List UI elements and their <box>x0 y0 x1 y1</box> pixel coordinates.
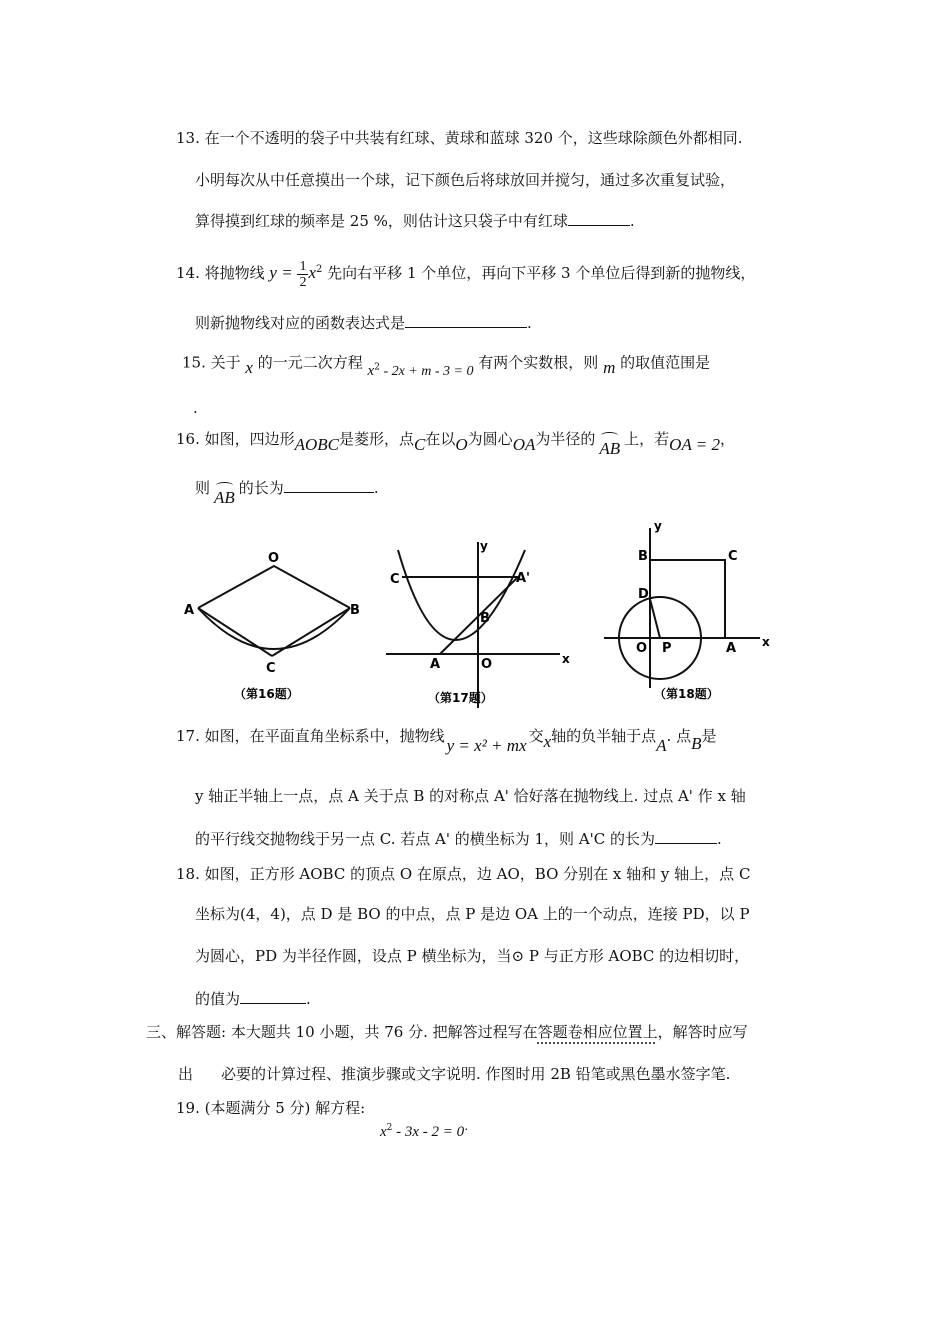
q17-line3 <box>195 828 722 849</box>
q15-prefix: 15. 关于 <box>182 353 241 372</box>
figures-svg <box>180 520 780 720</box>
q18-line3: 为圆心，PD 为半径作圆，设点 P 横坐标为，当⊙ P 与正方形 AOBC 的边相切时， <box>195 947 750 965</box>
section3-l1b: ，解答时应写 <box>657 1023 748 1041</box>
q16-arc-ab: AB <box>599 436 620 462</box>
q17-x: x <box>543 732 552 751</box>
q19-eq-rest: - 3x - 2 = 0 <box>392 1124 465 1140</box>
q15-suffix: 的取值范围是 <box>620 353 711 372</box>
q17-answer-blank[interactable] <box>655 828 717 844</box>
q15-mid2: 有两个实数根，则 <box>478 353 599 372</box>
section3-emphasis: 答题卷相应位置上 <box>537 1023 658 1041</box>
q15-mid: 的一元二次方程 <box>257 353 363 372</box>
q16-aobc: AOBC <box>294 435 340 454</box>
fig18-label-b: B <box>638 549 648 564</box>
q16-o: O <box>455 435 468 454</box>
fig17-label-x: x <box>562 652 570 666</box>
q17-eq: y = x² + mx <box>446 736 527 755</box>
fig18-label-d: D <box>638 587 649 602</box>
fig16-label-c: C <box>266 661 276 676</box>
q16-p2: 是菱形，点 <box>339 430 415 448</box>
section3-line2 <box>178 1064 730 1084</box>
q14-y-eq: y = <box>269 263 293 282</box>
q17-line2: y 轴正半轴上一点，点 A 关于点 B 的对称点 A' 恰好落在抛物线上. 过点 A' 作 x 轴 <box>195 787 746 805</box>
section3-l1a: 三、解答题: 本大题共 10 小题，共 76 分. 把解答过程写在 <box>146 1023 538 1041</box>
q16-p1: 16. 如图，四边形 <box>176 430 295 448</box>
q16-answer-blank[interactable] <box>284 477 374 493</box>
q17-end: . <box>717 830 722 848</box>
q14-prefix: 14. 将抛物线 <box>176 264 265 282</box>
q16-l2b: 的长为 <box>238 479 284 497</box>
q13-line2: 小明每次从中任意摸出一个球，记下颜色后将球放回并搅匀，通过多次重复试验， <box>195 171 736 189</box>
fig16-label-o: O <box>268 551 280 566</box>
q13-line1: 13. 在一个不透明的袋子中共装有红球、黄球和蓝球 320 个，这些球除颜色外都相同. <box>176 129 743 147</box>
q18-line4-text: 的值为 <box>195 990 241 1008</box>
q17-a: A <box>656 736 667 755</box>
q14-line2 <box>195 312 532 333</box>
q17-p4: . 点 <box>666 727 692 745</box>
fig18-label-o: O <box>636 641 648 656</box>
q13-answer-blank[interactable] <box>568 210 630 226</box>
figure-17 <box>386 542 560 708</box>
q16-c: C <box>414 435 426 454</box>
section3-l2a: 出 <box>178 1065 194 1083</box>
q14-answer-blank[interactable] <box>405 312 527 328</box>
fig16-label-a: A <box>184 603 195 618</box>
q15-line2: . <box>193 399 198 417</box>
q18-line4 <box>195 988 311 1009</box>
q18-end: . <box>306 990 311 1008</box>
q14-denominator: 2 <box>299 274 307 290</box>
q13-line3-text: 算得摸到红球的频率是 25 %，则估计这只袋子中有红球 <box>195 212 568 230</box>
q15-eq-sup: 2 <box>374 363 380 373</box>
q17-p2: 交 <box>528 727 544 745</box>
fig16-side-ac <box>198 608 272 656</box>
fig17-caption: （第17题） <box>428 691 493 705</box>
fig17-label-c: C <box>390 572 400 587</box>
fig18-label-y: y <box>654 520 662 533</box>
fig16-arc <box>198 608 350 649</box>
fig16-upper-sides <box>198 566 350 608</box>
q17-p3: 轴的负半轴于点 <box>551 727 657 745</box>
q15-line1 <box>182 350 711 380</box>
figure-16 <box>198 566 350 656</box>
q14-end: . <box>527 314 532 332</box>
q16-line1 <box>176 426 736 458</box>
fig16-label-b: B <box>350 603 360 618</box>
fig18-label-a: A <box>726 641 737 656</box>
fig18-label-c: C <box>728 549 738 564</box>
q19-end: . <box>464 1118 469 1133</box>
q14-line2-text: 则新抛物线对应的函数表达式是 <box>195 314 406 332</box>
fig18-segment-pd <box>650 599 660 638</box>
q17-line1 <box>176 724 717 755</box>
q16-p4: 为圆心 <box>467 430 513 448</box>
q14-fraction <box>297 259 308 290</box>
q15-var-m: m <box>603 358 616 378</box>
q15-equation <box>368 364 474 379</box>
q15-var-x: x <box>245 358 253 378</box>
q16-end: . <box>373 479 379 497</box>
fig17-label-y: y <box>480 539 488 553</box>
section3-line1 <box>146 1022 748 1042</box>
q16-p3: 在以 <box>425 430 456 448</box>
fig17-parabola <box>398 550 525 640</box>
q19-eq-x: x <box>380 1124 387 1140</box>
q16-p7: ， <box>720 430 736 448</box>
q19-line1: 19. (本题满分 5 分) 解方程: <box>176 1099 366 1117</box>
fig17-label-o: O <box>481 657 493 672</box>
q17-p5: 是 <box>701 727 717 745</box>
q14-line1 <box>176 256 755 290</box>
q17-line3-text: 的平行线交抛物线于另一点 C. 若点 A' 的横坐标为 1，则 A'C 的长为 <box>195 830 656 848</box>
fig18-square <box>650 560 725 638</box>
q17-p1: 17. 如图，在平面直角坐标系中，抛物线 <box>176 727 445 745</box>
q16-arc-ab-2: AB <box>214 486 235 510</box>
fig17-label-a: A <box>430 657 441 672</box>
q14-numerator: 1 <box>299 258 307 274</box>
fig18-label-p: P <box>662 641 672 656</box>
figures-row <box>180 520 780 720</box>
q14-sup: 2 <box>316 264 323 275</box>
q14-suffix: 先向右平移 1 个单位，再向下平移 3 个单位后得到新的抛物线， <box>327 264 756 282</box>
q18-line2: 坐标为(4，4)，点 D 是 BO 的中点，点 P 是边 OA 上的一个动点，连接 PD，以 P <box>195 905 750 923</box>
q18-answer-blank[interactable] <box>240 988 306 1004</box>
q18-line1: 18. 如图，正方形 AOBC 的顶点 O 在原点，边 AO，BO 分别在 x 轴和 y 轴上，点 C <box>176 865 751 883</box>
q16-l2a: 则 <box>195 479 211 497</box>
q15-eq-rest: - 2x + m - 3 = 0 <box>379 364 474 380</box>
fig18-label-x: x <box>762 635 770 649</box>
fig18-caption: （第18题） <box>654 687 719 701</box>
q17-b: B <box>691 734 702 753</box>
fig17-label-a1: A' <box>516 571 531 586</box>
q15-eq-x: x <box>367 363 375 380</box>
q19-eq-sup: 2 <box>386 1123 393 1133</box>
section3-l2b: 必要的计算过程、推演步骤或文字说明. 作图时用 2B 铅笔或黑色墨水签字笔. <box>221 1065 731 1083</box>
q16-p6: 上，若 <box>624 430 670 448</box>
q13-line3 <box>195 210 635 231</box>
q16-oa: OA <box>512 435 536 454</box>
q19-equation <box>380 1116 468 1142</box>
q13-end: . <box>629 212 635 230</box>
fig17-label-b: B <box>480 611 490 626</box>
q16-condition: OA = 2 <box>669 435 720 454</box>
q16-p5: 为半径的 <box>535 430 596 448</box>
q16-line2 <box>195 476 379 507</box>
fig16-caption: （第16题） <box>234 687 299 701</box>
q14-x: x <box>308 263 317 282</box>
